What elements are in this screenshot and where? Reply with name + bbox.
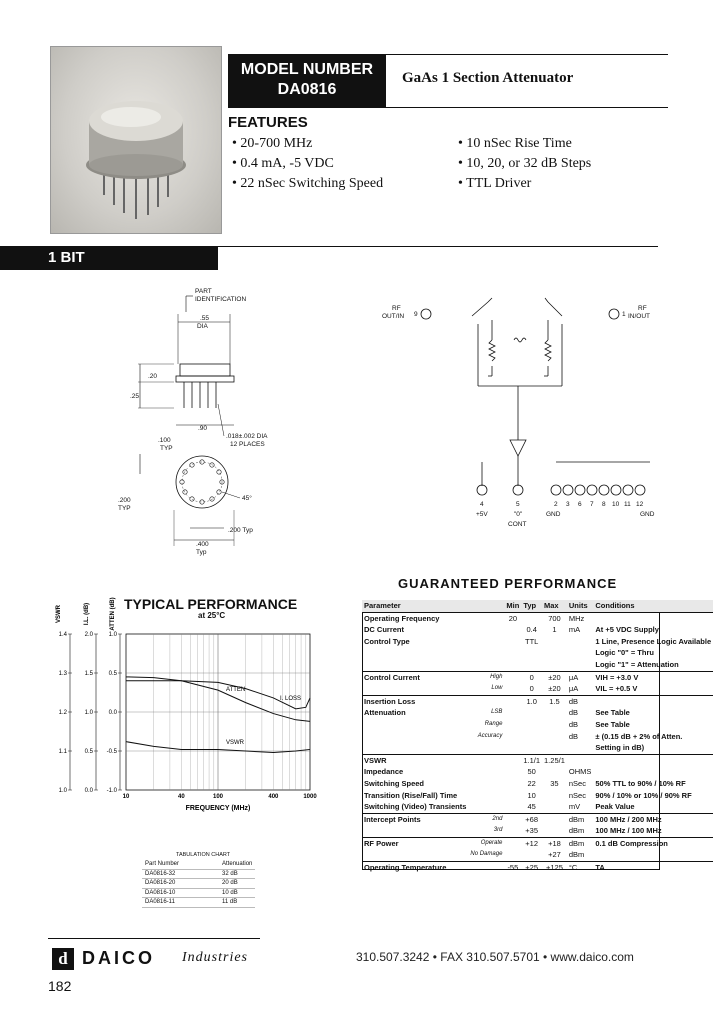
gp-cell: Control Current xyxy=(362,671,468,683)
gp-cell: dBm xyxy=(567,813,594,825)
rf-out-label: RF xyxy=(392,305,401,312)
dim-height-1: .20 xyxy=(148,373,158,380)
tab-cell: 10 dB xyxy=(182,888,255,898)
tab-header: Attenuation xyxy=(182,860,255,869)
gp-row xyxy=(362,612,713,624)
gp-cell: 1.25/1 xyxy=(544,755,565,765)
gp-row xyxy=(362,695,713,707)
gp-cell: Impedance xyxy=(364,767,404,777)
gp-cell xyxy=(504,801,521,813)
gp-cell xyxy=(542,813,567,825)
x-tick-label: 1000 xyxy=(303,794,317,800)
gp-cell: Transition (Rise/Fall) Time xyxy=(364,790,458,800)
gp-cell xyxy=(504,731,521,743)
gp-cell: Intercept Points xyxy=(362,813,468,825)
gp-cell xyxy=(504,813,521,825)
power-label: CONT xyxy=(508,521,527,528)
logo-sub: Industries xyxy=(182,950,248,965)
gp-cell: 10 xyxy=(527,790,536,800)
y-tick-label: 1.0 xyxy=(58,788,67,794)
gnd-pin: 2 xyxy=(554,501,558,508)
gp-cell: +18 xyxy=(542,837,567,849)
gp-row xyxy=(362,742,713,754)
gp-cell xyxy=(567,659,594,671)
gp-cell xyxy=(468,636,504,648)
gp-cell: 0.1 dB Compression xyxy=(593,837,713,849)
gp-cell: dB xyxy=(568,719,579,729)
gp-cell xyxy=(362,659,468,671)
gp-cell: 20 xyxy=(508,613,518,623)
gp-cell xyxy=(593,612,713,624)
logo-mark: d xyxy=(52,948,74,970)
gp-row xyxy=(362,659,713,671)
gp-cell xyxy=(504,636,521,648)
y-tick-label: 0.5 xyxy=(108,671,117,677)
gp-cell: μA xyxy=(568,684,579,694)
x-tick-label: 40 xyxy=(178,794,185,800)
feature-item: • TTL Driver xyxy=(458,176,532,191)
gp-cell: 0 xyxy=(521,671,542,683)
gp-cell: Attenuation xyxy=(364,708,406,718)
gp-cell: See Table xyxy=(595,708,630,718)
product-photo xyxy=(50,46,222,234)
gp-header-cell xyxy=(468,600,504,612)
gp-cell xyxy=(504,624,521,636)
gnd-pin: 12 xyxy=(636,501,644,508)
gp-row xyxy=(362,731,713,743)
gp-row xyxy=(362,790,713,802)
gp-row xyxy=(362,647,713,659)
rf-out-label: OUT/IN xyxy=(382,313,405,320)
y-tick-label: 1.2 xyxy=(58,710,67,716)
gp-cell xyxy=(468,647,504,659)
gp-cell xyxy=(521,647,542,659)
gp-row xyxy=(362,825,713,837)
gp-cell xyxy=(362,647,468,659)
gp-cell: ±20 xyxy=(548,684,561,694)
feature-item: • 22 nSec Switching Speed xyxy=(232,176,384,191)
gp-cell: At +5 VDC Supply xyxy=(595,625,659,635)
gp-cell: 0 xyxy=(529,684,534,694)
gp-cell xyxy=(468,659,504,671)
gp-header-cell: Parameter xyxy=(362,600,468,612)
gp-row xyxy=(362,707,713,719)
gp-cell xyxy=(468,801,504,813)
gp-cell: Low xyxy=(491,685,503,692)
gp-header-cell: Typ xyxy=(521,600,542,612)
gp-cell xyxy=(504,707,521,719)
gp-cell xyxy=(468,754,504,766)
gp-cell: 700 xyxy=(548,613,561,623)
gp-row xyxy=(362,754,713,766)
y-tick-label: 0.5 xyxy=(84,749,93,755)
switch-network xyxy=(472,298,650,486)
gp-cell: dB xyxy=(568,708,579,718)
dim-part-id: PART xyxy=(195,288,212,295)
product-title: GaAs 1 Section Attenuator xyxy=(402,70,574,86)
gp-cell xyxy=(468,624,504,636)
gp-cell xyxy=(468,778,504,790)
gp-row xyxy=(362,671,713,683)
x-tick-label: 100 xyxy=(212,794,224,800)
y-axis-label-atten: ATTEN (dB) xyxy=(110,597,116,631)
model-label: MODEL NUMBER xyxy=(240,61,374,78)
gp-cell: Operating Temperature xyxy=(362,862,468,874)
dim-angle: 45° xyxy=(242,495,252,502)
features-right xyxy=(458,134,591,194)
gp-cell: Logic "1" = Attenuation xyxy=(595,659,679,669)
gp-cell xyxy=(521,707,542,719)
gp-row xyxy=(362,683,713,695)
y-tick-label: -1.0 xyxy=(106,788,117,794)
gp-row xyxy=(362,862,713,874)
tab-cell: 20 dB xyxy=(182,879,255,889)
gp-cell: Insertion Loss xyxy=(362,695,468,707)
y-axis-label-il: I.L. (dB) xyxy=(84,602,90,626)
gp-cell xyxy=(504,849,521,861)
pin-number: 5 xyxy=(516,501,520,508)
gp-cell: OHMS xyxy=(568,767,592,777)
features-heading: FEATURES xyxy=(228,114,308,131)
gnd-pin: 3 xyxy=(566,501,570,508)
gp-cell xyxy=(504,683,521,695)
gp-cell: μA xyxy=(567,671,594,683)
gp-cell xyxy=(521,742,542,754)
model-number-box xyxy=(228,54,386,108)
dim-width: .90 xyxy=(198,425,208,432)
gp-cell: 90% / 10% or 10% / 90% RF xyxy=(595,790,692,800)
gnd-pin: 11 xyxy=(624,501,631,508)
feature-item: • 10 nSec Rise Time xyxy=(458,136,572,151)
gp-cell xyxy=(468,612,504,624)
series-label-il: I. LOSS xyxy=(280,696,302,702)
gp-cell xyxy=(593,766,713,778)
gp-cell: High xyxy=(468,671,504,683)
gp-cell: ± (0.15 dB + 2% of Atten. xyxy=(595,731,683,741)
gp-cell: mV xyxy=(568,802,581,812)
gp-cell: 45 xyxy=(527,802,536,812)
gp-cell: 1.5 xyxy=(542,695,567,707)
dim-bottom-1: .200 Typ xyxy=(228,527,253,534)
gp-cell: +35 xyxy=(525,826,539,836)
gp-cell: dBm xyxy=(568,850,585,860)
gp-cell xyxy=(504,659,521,671)
gp-cell xyxy=(542,647,567,659)
x-tick-label: 400 xyxy=(268,794,279,800)
gp-header-cell: Conditions xyxy=(593,600,713,612)
gp-cell: DC Current xyxy=(364,625,405,635)
gp-cell xyxy=(567,754,594,766)
series-label-atten: ATTEN xyxy=(226,687,246,693)
gp-cell: 1 xyxy=(552,625,557,635)
gp-cell: Switching (Video) Transients xyxy=(364,802,467,812)
gp-cell xyxy=(593,695,713,707)
dim-top-dia: DIA xyxy=(197,323,208,330)
gnd-pin: 8 xyxy=(602,501,606,508)
gp-cell: +12 xyxy=(521,837,542,849)
gp-cell: Setting in dB) xyxy=(595,743,645,753)
gp-cell: nSec xyxy=(568,778,586,788)
gp-cell: 2nd xyxy=(468,813,504,825)
gp-cell xyxy=(362,719,468,731)
gp-cell xyxy=(468,695,504,707)
gp-cell xyxy=(542,790,567,802)
y-tick-label: 2.0 xyxy=(84,632,93,638)
pin-circles xyxy=(180,460,224,504)
gnd-pin: 6 xyxy=(578,501,582,508)
gp-cell xyxy=(504,790,521,802)
gp-cell: 3rd xyxy=(493,827,503,834)
gp-cell: RF Power xyxy=(362,837,468,849)
gp-cell xyxy=(504,754,521,766)
gp-cell: LSB xyxy=(491,709,503,716)
page-number: 182 xyxy=(48,978,72,994)
dim-offset: .200 xyxy=(118,497,131,504)
y-tick-label: 1.5 xyxy=(84,671,93,677)
dim-top-dia: .55 xyxy=(200,315,210,322)
gp-cell: ±20 xyxy=(542,671,567,683)
tabulation-table xyxy=(142,860,255,908)
pin-number: 4 xyxy=(480,501,484,508)
dim-pitch: TYP xyxy=(160,445,173,452)
typical-performance-chart xyxy=(48,590,328,818)
gp-row xyxy=(362,778,713,790)
gp-cell: See Table xyxy=(595,719,630,729)
gp-cell: Accuracy xyxy=(477,732,503,739)
tab-cell: DA0816-20 xyxy=(142,879,182,889)
gp-cell: VIH = +3.0 V xyxy=(593,671,713,683)
gp-row xyxy=(362,636,713,648)
gp-row xyxy=(362,837,713,849)
gp-row xyxy=(362,813,713,825)
gp-cell xyxy=(504,778,521,790)
dim-offset: TYP xyxy=(118,505,131,512)
gp-cell xyxy=(593,849,713,861)
gnd-label: GND xyxy=(640,511,655,518)
gp-header-cell: Max xyxy=(542,600,567,612)
gp-cell: VSWR xyxy=(362,754,468,766)
gp-cell: VIL = +0.5 V xyxy=(595,684,638,694)
gnd-pin: 10 xyxy=(612,501,620,508)
gp-cell xyxy=(504,647,521,659)
dim-part-id: IDENTIFICATION xyxy=(195,296,247,303)
gp-cell xyxy=(362,742,468,754)
gp-cell xyxy=(542,719,567,731)
dim-pitch: .100 xyxy=(158,437,171,444)
gp-cell xyxy=(542,731,567,743)
gnd-label: GND xyxy=(546,511,561,518)
gp-row xyxy=(362,624,713,636)
gp-cell xyxy=(542,707,567,719)
outline-drawing xyxy=(100,284,290,564)
y-tick-label: 1.0 xyxy=(84,710,93,716)
tab-cell: 11 dB xyxy=(182,898,255,908)
gp-cell xyxy=(542,825,567,837)
gp-cell: 22 xyxy=(527,778,536,788)
gp-cell: 1.1/1 xyxy=(523,755,541,765)
logo-name: DAICO xyxy=(82,948,155,968)
gp-cell xyxy=(468,862,504,874)
pin-row xyxy=(477,485,645,495)
model-number: DA0816 xyxy=(277,81,337,98)
y-tick-label: 0.0 xyxy=(108,710,117,716)
gp-cell: +125 xyxy=(542,862,567,874)
rf-in-label: IN/OUT xyxy=(628,313,651,320)
tab-cell: 32 dB xyxy=(182,869,255,879)
gp-cell: dB xyxy=(568,731,579,741)
series-label-vswr: VSWR xyxy=(226,740,244,746)
gp-cell: Operate xyxy=(468,837,504,849)
gp-cell: No Damage xyxy=(470,851,503,858)
gp-cell: Peak Value xyxy=(595,802,635,812)
features-left xyxy=(232,134,383,194)
guaranteed-table xyxy=(362,600,713,874)
gp-cell: +25 xyxy=(521,862,542,874)
gp-cell: 100 MHz / 100 MHz xyxy=(595,826,662,836)
tab-cell: DA0816-11 xyxy=(142,898,182,908)
gp-cell: 100 MHz / 200 MHz xyxy=(593,813,713,825)
gp-cell xyxy=(362,849,468,861)
gp-cell: +68 xyxy=(521,813,542,825)
gp-cell: 50 xyxy=(527,767,536,777)
feature-item: • 0.4 mA, -5 VDC xyxy=(232,156,334,171)
gp-cell: 1.0 xyxy=(521,695,542,707)
guaranteed-title: GUARANTEED PERFORMANCE xyxy=(398,576,618,591)
gp-cell: 35 xyxy=(550,778,559,788)
gp-cell xyxy=(504,695,521,707)
gp-cell xyxy=(567,647,594,659)
gp-cell: dBm xyxy=(568,826,585,836)
gp-cell: TTL xyxy=(525,636,539,646)
gp-cell: dBm xyxy=(567,837,594,849)
gp-cell xyxy=(362,731,468,743)
power-label: +5V xyxy=(476,511,488,518)
typical-title: TYPICAL PERFORMANCE xyxy=(124,596,298,612)
gp-cell xyxy=(504,719,521,731)
rf-in-label: RF xyxy=(638,305,647,312)
gp-header-cell: Units xyxy=(567,600,594,612)
rf-in-pin: 1 xyxy=(622,311,626,318)
x-tick-label: 10 xyxy=(122,794,130,800)
gp-cell xyxy=(542,766,567,778)
gp-cell xyxy=(468,790,504,802)
gp-cell xyxy=(521,849,542,861)
gp-cell xyxy=(362,825,468,837)
gp-cell xyxy=(504,825,521,837)
gp-cell xyxy=(521,731,542,743)
gp-row xyxy=(362,766,713,778)
gp-cell: -55 xyxy=(504,862,521,874)
gp-cell xyxy=(504,766,521,778)
gp-cell xyxy=(521,659,542,671)
schematic-diagram xyxy=(370,290,670,535)
gp-cell xyxy=(567,742,594,754)
gnd-pin: 7 xyxy=(590,501,594,508)
feature-item: • 10, 20, or 32 dB Steps xyxy=(458,156,592,171)
dim-pin-dia: 12 PLACES xyxy=(230,441,265,448)
gp-cell xyxy=(521,719,542,731)
gp-cell xyxy=(542,636,567,648)
dim-bottom-2: .400 xyxy=(196,541,209,548)
gp-cell xyxy=(521,612,542,624)
gp-cell: Switching Speed xyxy=(364,778,425,788)
y-tick-label: 1.3 xyxy=(58,671,67,677)
gp-cell xyxy=(504,742,521,754)
gp-cell: Range xyxy=(484,720,503,727)
footer-rule xyxy=(48,938,260,939)
attenuator-can-image xyxy=(51,47,221,233)
section-bar: 1 BIT xyxy=(0,246,218,270)
gp-cell: 50% TTL to 90% / 10% RF xyxy=(595,778,686,788)
y-tick-label: 1.1 xyxy=(58,749,67,755)
y-axis-label-vswr: VSWR xyxy=(56,605,62,623)
gp-cell xyxy=(593,754,713,766)
gp-cell xyxy=(567,636,594,648)
gp-row xyxy=(362,719,713,731)
y-tick-label: 1.4 xyxy=(58,632,67,638)
x-axis-label: FREQUENCY (MHz) xyxy=(185,805,251,812)
gp-cell: TA xyxy=(593,862,713,874)
gp-header-cell: Min xyxy=(504,600,521,612)
y-tick-label: 0.0 xyxy=(84,788,93,794)
dim-pin-dia: .018±.002 DIA xyxy=(226,433,268,440)
gp-cell: Control Type xyxy=(364,636,410,646)
gp-cell xyxy=(468,766,504,778)
gp-cell xyxy=(504,837,521,849)
gp-cell xyxy=(542,742,567,754)
gp-row xyxy=(362,801,713,813)
gp-cell: Operating Frequency xyxy=(364,613,440,623)
dim-height-2: .25 xyxy=(130,393,140,400)
gp-cell: 1 Line, Presence Logic Available xyxy=(595,636,712,646)
gp-cell: °C xyxy=(567,862,594,874)
contact-info: 310.507.3242 • FAX 310.507.5701 • www.daico.com xyxy=(356,950,634,964)
power-label: "0" xyxy=(514,511,523,518)
gp-cell: +27 xyxy=(548,850,561,860)
gp-cell: dB xyxy=(567,695,594,707)
daico-logo xyxy=(48,940,260,974)
gp-cell xyxy=(504,671,521,683)
gp-cell xyxy=(362,683,468,695)
gp-cell: nSec xyxy=(568,790,586,800)
y-tick-label: -0.5 xyxy=(106,749,117,755)
y-tick-label: 1.0 xyxy=(108,632,117,638)
tab-header: Part Number xyxy=(142,860,182,869)
gp-cell xyxy=(542,659,567,671)
dim-bottom-2: Typ xyxy=(196,549,207,556)
rf-out-pin: 9 xyxy=(414,311,418,318)
gp-cell: 0.4 xyxy=(526,625,537,635)
section-divider xyxy=(218,246,658,247)
gp-cell: Logic "0" = Thru xyxy=(595,648,654,658)
tabulation-title: TABULATION CHART xyxy=(176,852,231,858)
gp-cell xyxy=(468,742,504,754)
gp-cell: mA xyxy=(568,625,581,635)
gp-cell: MHz xyxy=(568,613,585,623)
tab-cell: DA0816-10 xyxy=(142,888,182,898)
gp-row xyxy=(362,849,713,861)
feature-item: • 20-700 MHz xyxy=(232,136,313,151)
tab-cell: DA0816-32 xyxy=(142,869,182,879)
typical-subtitle: at 25°C xyxy=(198,611,226,620)
gp-cell xyxy=(542,801,567,813)
